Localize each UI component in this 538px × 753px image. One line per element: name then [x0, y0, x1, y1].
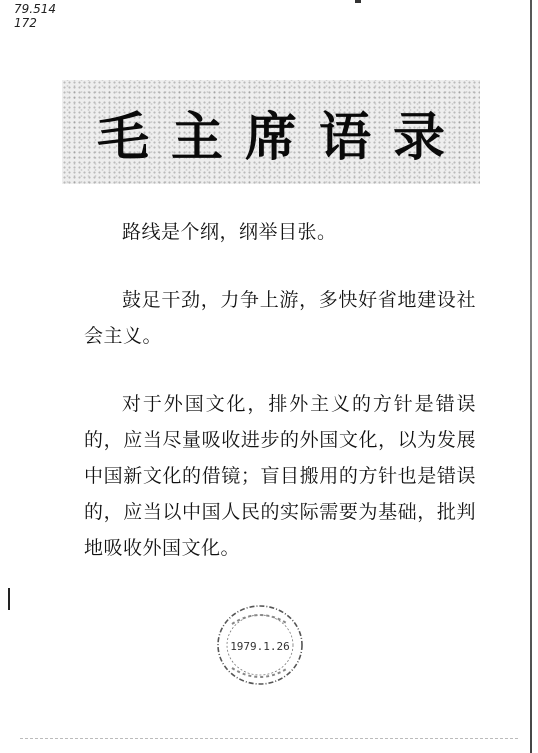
binding-mark [8, 588, 10, 610]
quote-paragraph: 路线是个纲，纲举目张。 [122, 221, 337, 243]
quote-paragraph: 鼓足干劲，力争上游，多快好省地建设社会主义。 [84, 289, 476, 347]
library-stamp [214, 602, 306, 688]
page-bottom-edge [20, 738, 518, 739]
handwritten-line: 79.514 [14, 2, 56, 16]
handwritten-line: 172 [14, 16, 37, 30]
title-banner [62, 80, 480, 184]
stamp-date: 1979.1.26 [230, 640, 290, 653]
handwritten-note [14, 2, 56, 30]
quotes-section [84, 214, 476, 598]
page-title: 毛主席语录 [96, 107, 467, 168]
page-edge-mark [355, 0, 361, 3]
page-edge [530, 0, 532, 753]
quote-paragraph: 对于外国文化，排外主义的方针是错误的，应当尽量吸收进步的外国文化，以为发展中国新文化的借镜；盲目搬用的方针也是错误的，应当以中国人民的实际需要为基础，批判地吸收外国文化。 [84, 393, 476, 559]
